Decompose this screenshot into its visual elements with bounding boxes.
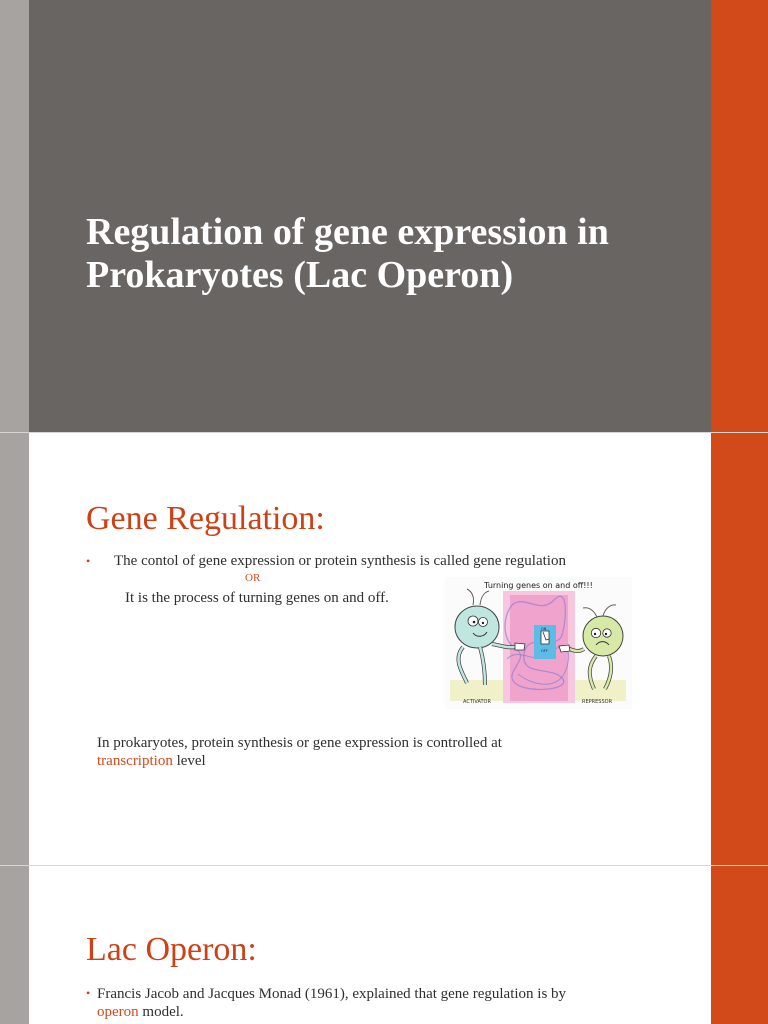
operon-highlight: operon xyxy=(97,1004,139,1020)
gene-regulation-slide xyxy=(0,433,768,865)
lac-operon-heading: Lac Operon: xyxy=(86,931,257,968)
gene-regulation-heading: Gene Regulation: xyxy=(86,500,325,537)
prokaryotes-control-line: In prokaryotes, protein synthesis or gene expression is controlled at xyxy=(97,735,502,751)
gene-switch-illustration xyxy=(445,577,632,709)
presentation-title: Regulation of gene expression in Prokaryotes (Lac Operon) xyxy=(86,211,609,296)
or-connector: OR xyxy=(245,572,261,584)
gene-switch-illustration-icon xyxy=(445,577,632,709)
right-orange-strip xyxy=(711,866,768,1024)
bullet-icon: • xyxy=(86,986,91,1000)
bullet-icon: • xyxy=(86,554,91,568)
right-orange-strip xyxy=(711,0,768,433)
left-gray-strip xyxy=(0,0,29,433)
model-text: model. xyxy=(138,1004,184,1020)
transcription-highlight: transcription xyxy=(97,753,173,769)
operon-model-line xyxy=(97,1003,184,1021)
right-orange-strip xyxy=(711,433,768,865)
lac-operon-slide xyxy=(0,866,768,1024)
transcription-level-line xyxy=(97,752,206,770)
left-gray-strip xyxy=(0,866,29,1024)
illustration-heading: Turning genes on and off!!! xyxy=(484,581,593,590)
left-gray-strip xyxy=(0,433,29,865)
gene-regulation-definition: The contol of gene expression or protein synthesis is called gene regulation xyxy=(114,553,566,569)
lac-operon-history-line: Francis Jacob and Jacques Monad (1961), explained that gene regulation is by xyxy=(97,986,567,1002)
activator-label: ACTIVATOR xyxy=(463,699,491,705)
repressor-label: REPRESSOR xyxy=(582,699,613,705)
svg-text:ON: ON xyxy=(541,627,547,631)
gene-regulation-process: It is the process of turning genes on and off. xyxy=(125,590,389,606)
svg-text:OFF: OFF xyxy=(541,649,548,653)
title-slide xyxy=(0,0,768,433)
level-text: level xyxy=(172,753,206,769)
